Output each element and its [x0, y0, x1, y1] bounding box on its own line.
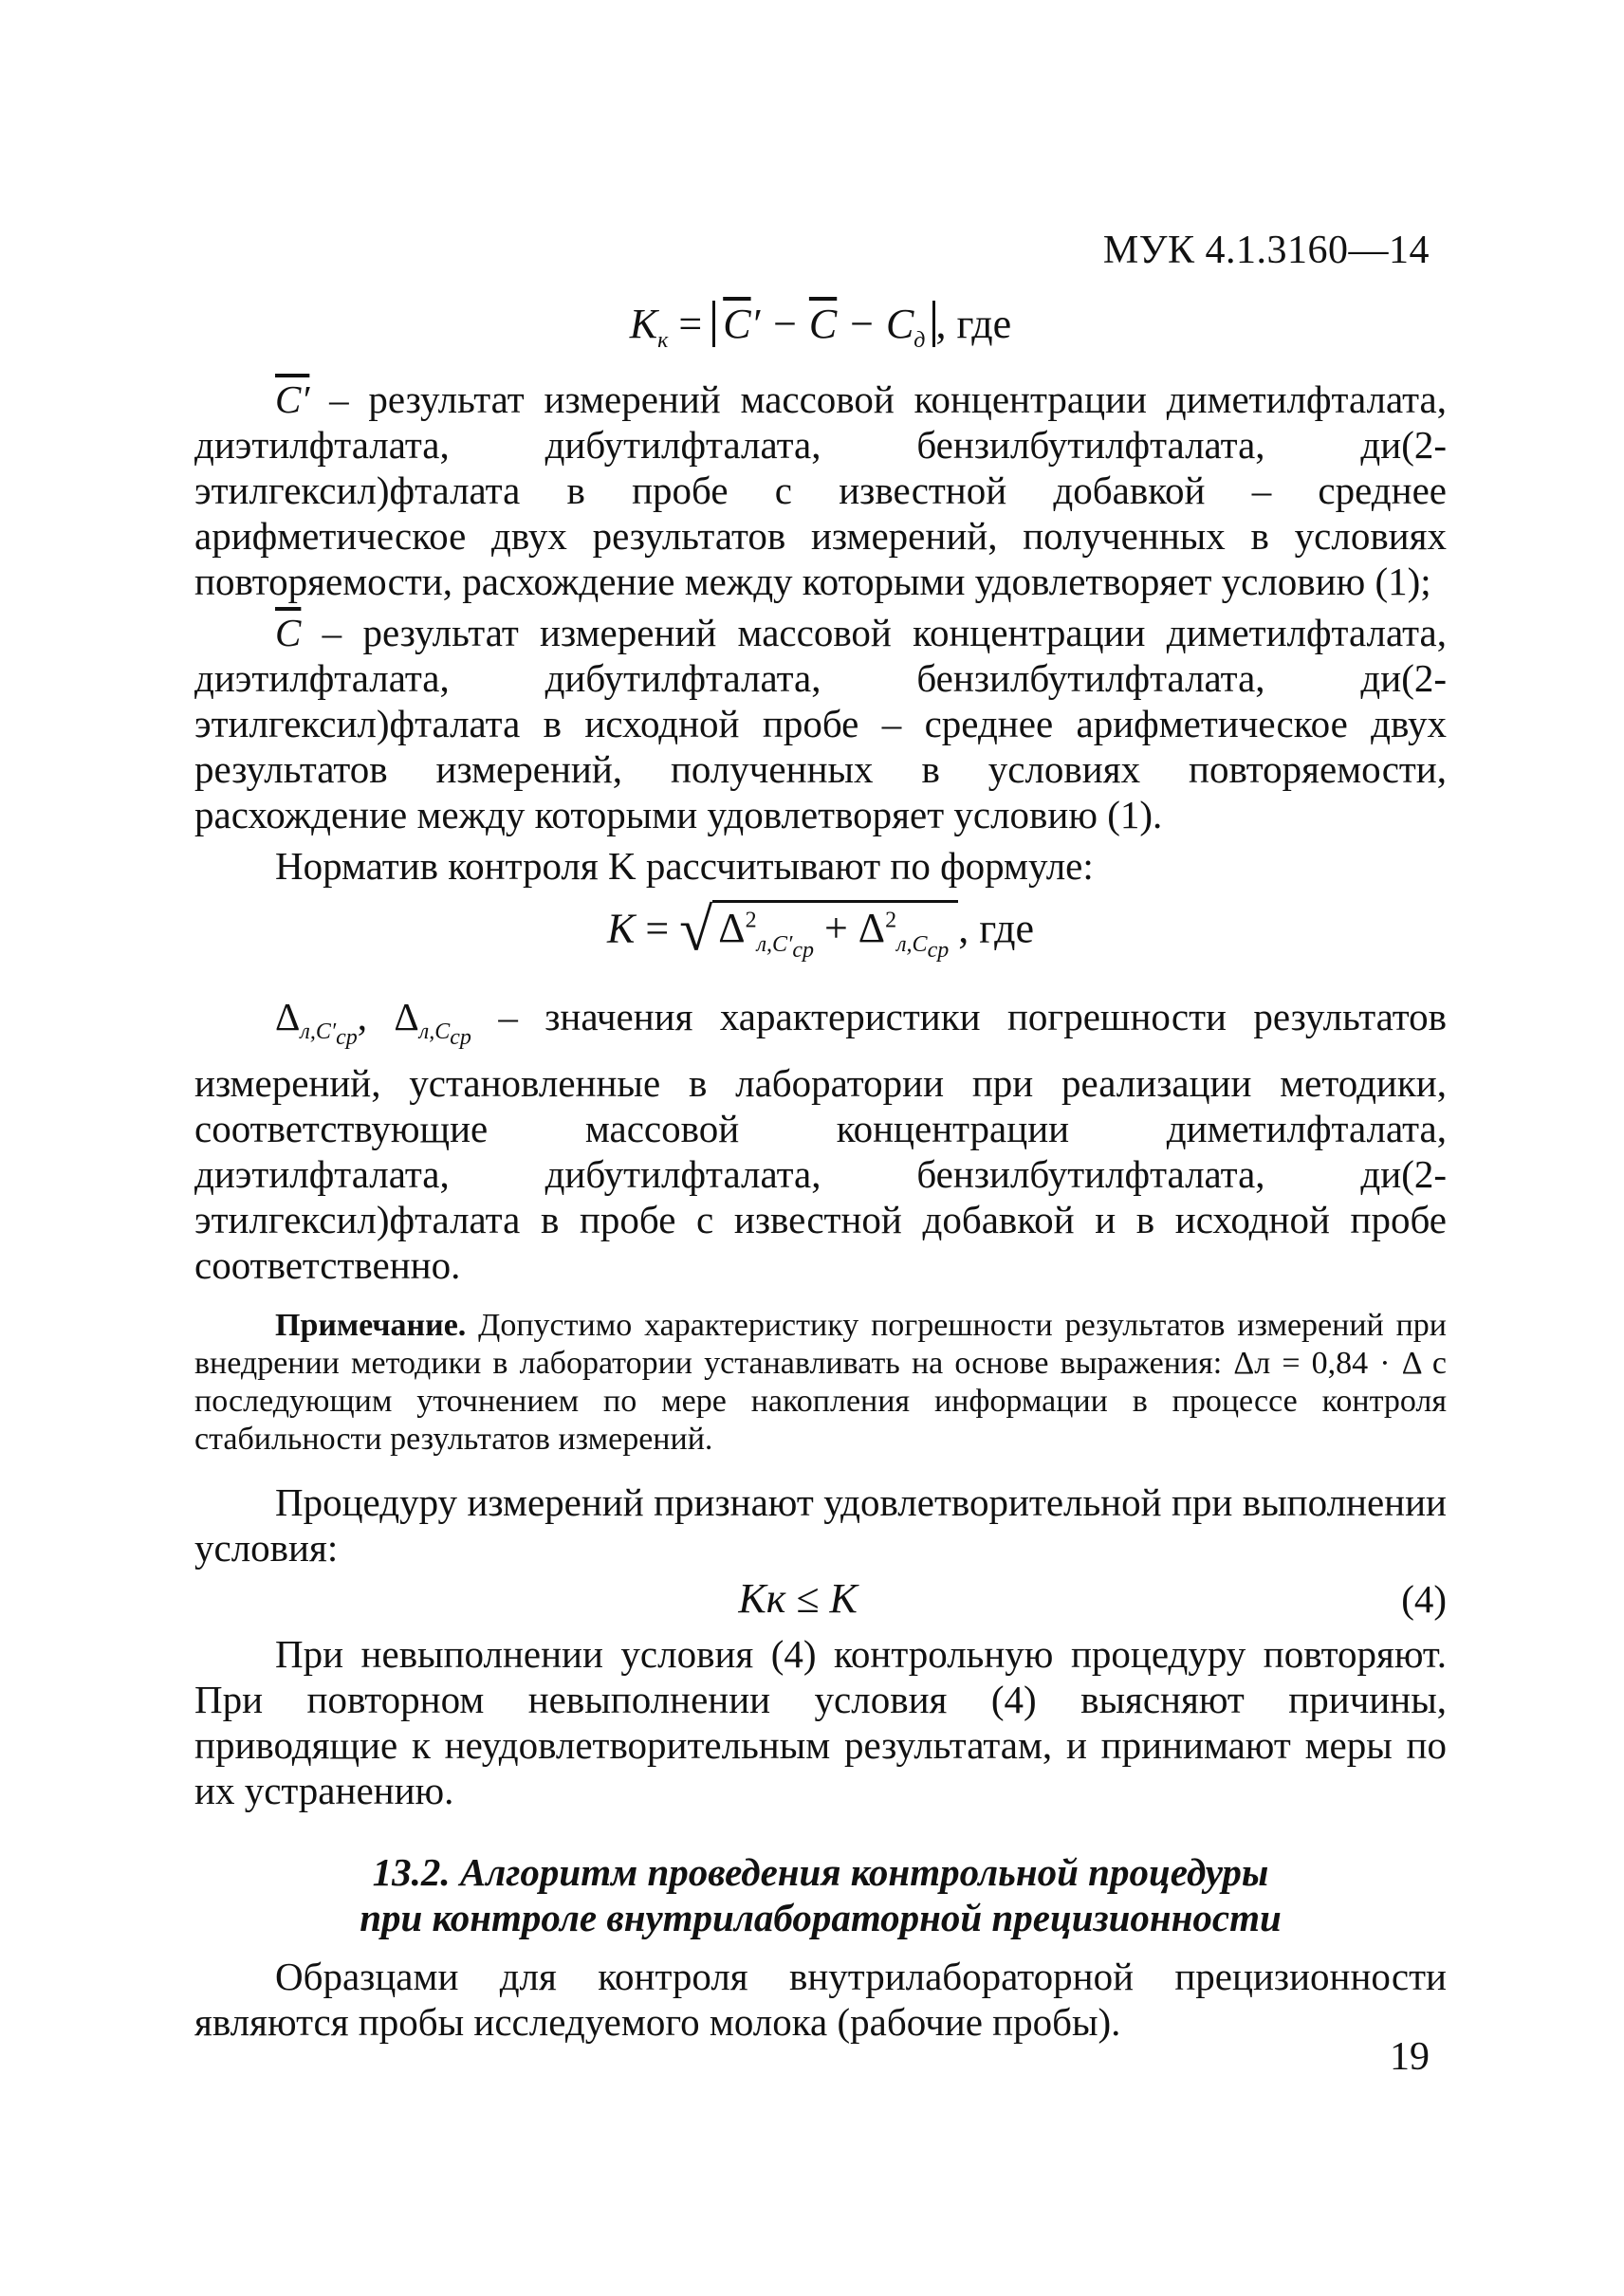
section-heading: [194, 1849, 1447, 1940]
formula-k: K = √ $\Delta^2_{л,C'_{ср}} + \Delta^2_{л,C_{ср}}$ , где: [194, 898, 1447, 973]
note-paragraph: [194, 1307, 1447, 1459]
c-prime-text: – результат измерений массовой концентрации диметилфталата, диэтилфталата, дибутилфталата, бензилбутилфталата, ди(2-этилгексил)фталата в пробе с известной добавкой – среднее арифметическое двух результатов измерений, полученных в условиях повторяемости, расхождение между которыми удовлетворяет условию (1);: [194, 377, 1447, 603]
page-number: 19: [1390, 2035, 1430, 2079]
condition-number: (4): [1401, 1577, 1447, 1622]
c-symbol: $\overline{C}$: [275, 610, 302, 654]
formula-kk-abs: $\overline{C}' - \overline{C} - C_д$: [712, 301, 935, 347]
procedure-paragraph: Процедуру измерений признают удовлетворительной при выполнении условия:: [194, 1480, 1447, 1570]
condition-row: [194, 1576, 1447, 1622]
norm-intro: Норматив контроля K рассчитывают по формуле:: [275, 843, 1094, 888]
document-id-header: МУК 4.1.3160—14: [1102, 229, 1430, 272]
definition-c-prime: [194, 377, 1447, 604]
condition-expression: Kк ≤ K: [738, 1575, 858, 1623]
formula-kk-lhs-sub: к: [657, 327, 669, 353]
definition-c: [194, 610, 1447, 837]
repeat-paragraph: При невыполнении условия (4) контрольную процедуру повторяют. При повторном невыполнении условия (4) выясняют причины, приводящие к неудовлетворительным результатам, и принимают меры по их устранению.: [194, 1632, 1447, 1813]
formula-kk-lhs: K: [629, 301, 658, 347]
note-text: Допустимо характеристику погрешности результатов измерений при внедрении методики в лаборатории устанавливать на основе выражения: Δл = 0,84 · Δ с последующим уточнением по мере накопления информации в процессе контроля стабильности результатов измерений.: [194, 1308, 1447, 1458]
c-text: – результат измерений массовой концентрации диметилфталата, диэтилфталата, дибутилфталата, бензилбутилфталата, ди(2-этилгексил)фталата в исходной пробе – среднее арифметическое двух результатов измерений, полученных в условиях повторяемости, расхождение между которыми удовлетворяет условию (1).: [194, 610, 1447, 836]
formula-kk: $K_к = \overline{C}' - \overline{C} - C_д$ , где: [629, 301, 1012, 353]
note-label: Примечание.: [275, 1308, 467, 1344]
section-heading-line2: при контроле внутрилабораторной прецизионности: [360, 1896, 1282, 1940]
page-body: [194, 302, 1447, 2050]
sqrt-expression: √ $\Delta^2_{л,C'_{ср}} + \Delta^2_{л,C_{ср}}$: [679, 898, 958, 973]
formula-kk-tail: , где: [935, 301, 1012, 347]
samples-paragraph: Образцами для контроля внутрилабораторной прецизионности являются пробы исследуемого молока (рабочие пробы).: [194, 1955, 1447, 2045]
section-heading-line1: 13.2. Алгоритм проведения контрольной процедуры: [372, 1850, 1269, 1895]
formula-k-lhs: K: [606, 905, 636, 952]
delta-definition: [194, 994, 1447, 1288]
c-prime-symbol: C′: [275, 377, 310, 421]
delta-symbols: $\Delta_{л,C'_{ср}}$, $\Delta_{л,C_{ср}}$: [275, 995, 471, 1051]
delta-text: – значения характеристики погрешности результатов измерений, установленные в лаборатории при реализации методики, соответствующие массовой концентрации диметилфталата, диэтилфталата, дибутилфталата, бензилбутилфталата, ди(2-этилгексил)фталата в пробе с известной добавкой и в исходной пробе соответственно.: [194, 995, 1447, 1288]
formula-k-tail: , где: [958, 905, 1035, 952]
